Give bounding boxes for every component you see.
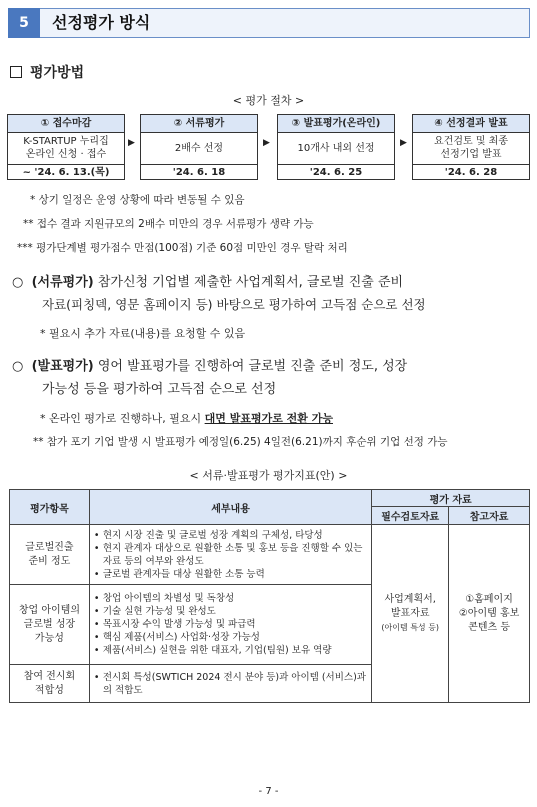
row-item-line: 적합성 [34, 684, 64, 696]
note-3: *** 평가단계별 평가점수 만점(100점) 기준 60점 미만인 경우 탈락 처리 [17, 242, 348, 254]
step-body [8, 132, 124, 164]
step-body [278, 132, 394, 164]
arrow-right-icon: ▶ [400, 138, 407, 148]
subheading-text: 평가방법 [30, 65, 85, 81]
row-item-line: 창업 아이템의 [18, 604, 80, 616]
detail-item: • 전시회 특성(SWTICH 2024 전시 분야 등)과 아이템 (서비스)과의 적합도 [94, 671, 367, 697]
detail-item: • 기술 실현 가능성 및 완성도 [94, 605, 367, 618]
step-body [141, 132, 257, 164]
step-body-line: 온라인 신청 · 접수 [25, 149, 107, 160]
reference-line: 콘텐츠 등 [468, 621, 510, 633]
note-emphasis: 대면 발표평가로 전환 가능 [204, 412, 333, 425]
bullet-pres-line2: 가능성 등을 평가하여 고득점 순으로 선정 [42, 382, 277, 397]
step-body-line: 10개사 내외 선정 [297, 142, 375, 154]
section-number: 5 [8, 8, 40, 38]
bullet-presentation [12, 356, 407, 378]
row-item [10, 585, 90, 665]
detail-item: • 현지 시장 진출 및 글로벌 성장 계획의 구체성, 타당성 [94, 529, 367, 542]
arrow-right-icon: ▶ [263, 138, 270, 148]
procedure-step-1 [7, 114, 125, 180]
bullet-pres-note-1 [40, 411, 333, 426]
bullet-text: 참가신청 기업별 제출한 사업계획서, 글로벌 진출 준비 [93, 275, 404, 290]
detail-item: • 핵심 제품(서비스) 사업화·성장 가능성 [94, 631, 367, 644]
detail-item: • 글로벌 관계자들 대상 원활한 소통 능력 [94, 568, 367, 581]
note-1: * 상기 일정은 운영 상황에 따라 변동될 수 있음 [30, 194, 245, 206]
step-date: ~ '24. 6. 13.(목) [8, 164, 124, 181]
procedure-step-4 [412, 114, 530, 180]
bullet-doc-review [12, 272, 403, 294]
page-number: - 7 - [258, 786, 279, 797]
row-item-line: 가능성 [34, 632, 64, 644]
header-reference: 참고자료 [449, 507, 530, 525]
required-line: (아이템 특성 등) [381, 622, 440, 632]
detail-item: • 현지 관계자 대상으로 원활한 소통 및 홍보 등을 진행할 수 있는 자료 등의 여부와 완성도 [94, 542, 367, 568]
step-head: ④ 선정결과 발표 [413, 115, 529, 133]
arrow-right-icon: ▶ [128, 138, 135, 148]
bullet-title: (발표평가) [31, 359, 94, 374]
step-body-line: K-STARTUP 누리집 [23, 136, 109, 147]
circle-bullet-icon: ○ [12, 359, 24, 374]
detail-item: • 창업 아이템의 차별성 및 독창성 [94, 592, 367, 605]
subheading [10, 63, 84, 83]
reference-line: ①홈페이지 [465, 593, 513, 605]
section-title: 선정평가 방식 [52, 13, 151, 32]
required-line: 사업계획서, [384, 593, 436, 605]
step-head: ① 접수마감 [8, 115, 124, 133]
note-2: ** 접수 결과 지원규모의 2배수 미만의 경우 서류평가 생략 가능 [23, 218, 314, 230]
step-date: '24. 6. 25 [278, 164, 394, 181]
bullet-doc-note: * 필요시 추가 자료(내용)를 요청할 수 있음 [40, 327, 246, 340]
step-date: '24. 6. 28 [413, 164, 529, 181]
header-required: 필수검토자료 [372, 507, 449, 525]
row-item-line: 준비 정도 [28, 555, 71, 567]
row-item-line: 참여 전시회 [23, 670, 76, 682]
step-head: ③ 발표평가(온라인) [278, 115, 394, 133]
bullet-text: 영어 발표평가를 진행하여 글로벌 진출 준비 정도, 성장 [93, 359, 408, 374]
row-item-line: 글로벌진출 [25, 541, 74, 553]
row-item-line: 글로벌 성장 [23, 618, 76, 630]
procedure-step-3 [277, 114, 395, 180]
note-text: * 온라인 평가로 진행하나, 필요시 [40, 412, 205, 425]
reference-materials [449, 525, 530, 703]
step-body [413, 132, 529, 164]
step-body-line: 선정기업 발표 [440, 149, 502, 160]
circle-bullet-icon: ○ [12, 275, 24, 290]
evaluation-table [9, 489, 530, 703]
procedure-caption: < 평가 절차 > [232, 94, 305, 107]
row-item [10, 525, 90, 585]
detail-item: • 목표시장 수익 발생 가능성 및 파급력 [94, 618, 367, 631]
checkbox-square-icon [10, 66, 22, 78]
step-date: '24. 6. 18 [141, 164, 257, 181]
table-caption: < 서류·발표평가 평가지표(안) > [189, 469, 348, 482]
step-head: ② 서류평가 [141, 115, 257, 133]
bullet-title: (서류평가) [31, 275, 94, 290]
detail-item: • 제품(서비스) 실현을 위한 대표자, 기업(팀원) 보유 역량 [94, 644, 367, 657]
header-detail: 세부내용 [89, 490, 371, 525]
row-item [10, 665, 90, 703]
step-body-line: 요건검토 및 최종 [434, 136, 508, 147]
bullet-pres-note-2: ** 참가 포기 기업 발생 시 발표평가 예정일(6.25) 4일전(6.21)까지 후순위 기업 선정 가능 [33, 436, 448, 448]
table-row [10, 525, 530, 585]
bullet-doc-line2: 자료(피칭덱, 영문 홈페이지 등) 바탕으로 평가하여 고득점 순으로 선정 [42, 297, 426, 312]
row-details [89, 525, 371, 585]
header-item: 평가항목 [10, 490, 90, 525]
required-line: 발표자료 [390, 607, 430, 619]
required-materials [372, 525, 449, 703]
row-details [89, 585, 371, 665]
procedure-step-2 [140, 114, 258, 180]
step-body-line: 2배수 선정 [174, 142, 224, 154]
row-details [89, 665, 371, 703]
header-materials: 평가 자료 [372, 490, 530, 507]
reference-line: ②아이템 홍보 [458, 607, 520, 619]
